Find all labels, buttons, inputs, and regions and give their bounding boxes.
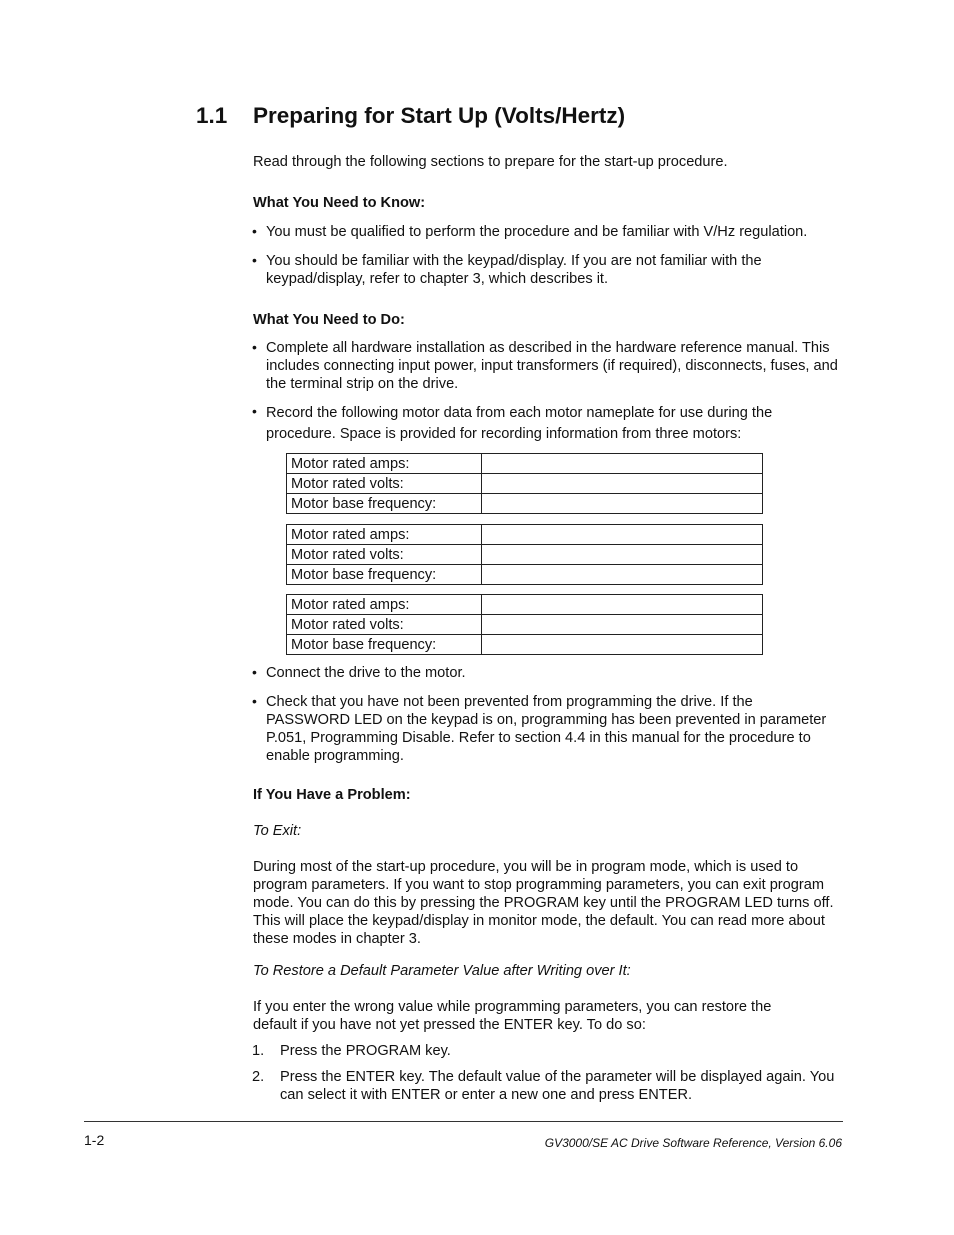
motor-table-1 — [286, 453, 763, 514]
do-bullet-4: Check that you have not been prevented from programming the drive. If the PASSWORD LED on the keypad is on, programming has been prevented in parameter P.051, Programming Disable. Refer to section 4.4 in this manual for the procedure to enable programming. — [266, 694, 827, 764]
know-heading: What You Need to Know: — [253, 195, 426, 211]
table-row — [287, 595, 763, 615]
motor-base-frequency-label: Motor base frequency: — [287, 565, 482, 585]
motor-rated-amps-label: Motor rated amps: — [287, 525, 482, 545]
section-number: 1.1 — [196, 103, 228, 128]
table-row — [287, 474, 763, 494]
table-row — [287, 454, 763, 474]
restore-subheading: To Restore a Default Parameter Value after Writing over It: — [253, 963, 631, 979]
motor-base-frequency-field[interactable] — [482, 494, 763, 514]
motor-rated-volts-field[interactable] — [482, 474, 763, 494]
section-heading — [196, 103, 625, 129]
motor-rated-volts-label: Motor rated volts: — [287, 615, 482, 635]
motor-base-frequency-label: Motor base frequency: — [287, 494, 482, 514]
exit-paragraph: During most of the start-up procedure, you will be in program mode, which is used to program parameters. If you want to stop programming parameters, you can exit program mode. You can do this by pressing the PROGRAM key until the PROGRAM LED turns off. This will place the keypad/display in monitor mode, the default. You can read more about these modes in chapter 3. — [253, 859, 834, 947]
table-row — [287, 615, 763, 635]
table-row — [287, 565, 763, 585]
bullet-mark: • — [252, 252, 257, 268]
motor-rated-volts-label: Motor rated volts: — [287, 545, 482, 565]
motor-rated-volts-field[interactable] — [482, 545, 763, 565]
motor-base-frequency-field[interactable] — [482, 565, 763, 585]
do-heading: What You Need to Do: — [253, 312, 405, 328]
motor-rated-amps-field[interactable] — [482, 595, 763, 615]
motor-rated-amps-field[interactable] — [482, 525, 763, 545]
bullet-mark: • — [252, 339, 257, 355]
motor-rated-amps-label: Motor rated amps: — [287, 595, 482, 615]
document-title: GV3000/SE AC Drive Software Reference, Version 6.06 — [544, 1136, 842, 1150]
bullet-mark: • — [252, 403, 257, 419]
step-text: Press the ENTER key. The default value of the parameter will be displayed again. You can select it with ENTER or enter a new one and press ENTER. — [280, 1069, 835, 1103]
motor-base-frequency-field[interactable] — [482, 635, 763, 655]
intro-paragraph: Read through the following sections to prepare for the start-up procedure. — [253, 154, 728, 170]
know-bullet-2: You should be familiar with the keypad/display. If you are not familiar with the keypad/display, refer to chapter 3, which describes it. — [266, 253, 762, 287]
bullet-mark: • — [252, 664, 257, 680]
motor-table-2 — [286, 524, 763, 585]
do-bullet-1: Complete all hardware installation as described in the hardware reference manual. This includes connecting input power, input transformers (if required), disconnects, fuses, and the terminal strip on the drive. — [266, 340, 838, 392]
section-title: Preparing for Start Up (Volts/Hertz) — [253, 103, 626, 128]
step-text: Press the PROGRAM key. — [280, 1043, 451, 1059]
motor-rated-volts-field[interactable] — [482, 615, 763, 635]
table-row — [287, 635, 763, 655]
know-bullet-1: You must be qualified to perform the procedure and be familiar with V/Hz regulation. — [266, 224, 808, 240]
table-row — [287, 494, 763, 514]
motor-rated-amps-label: Motor rated amps: — [287, 454, 482, 474]
page-number: 1-2 — [84, 1132, 105, 1148]
do-bullet-3: Connect the drive to the motor. — [266, 665, 466, 681]
bullet-mark: • — [252, 693, 257, 709]
motor-rated-amps-field[interactable] — [482, 454, 763, 474]
table-row — [287, 525, 763, 545]
problem-heading: If You Have a Problem: — [253, 787, 411, 803]
table-row — [287, 545, 763, 565]
restore-paragraph: If you enter the wrong value while programming parameters, you can restore the default if you have not yet pressed the ENTER key. To do so: — [253, 999, 772, 1033]
motor-rated-volts-label: Motor rated volts: — [287, 474, 482, 494]
exit-subheading: To Exit: — [253, 823, 302, 839]
motor-base-frequency-label: Motor base frequency: — [287, 635, 482, 655]
footer-divider — [84, 1121, 843, 1122]
step-number: 2. — [252, 1069, 265, 1085]
bullet-mark: • — [252, 223, 257, 239]
motor-table-3 — [286, 594, 763, 655]
step-number: 1. — [252, 1043, 265, 1059]
do-bullet-2: Record the following motor data from each motor nameplate for use during the procedure. Space is provided for recording information from three motors: — [266, 405, 773, 442]
